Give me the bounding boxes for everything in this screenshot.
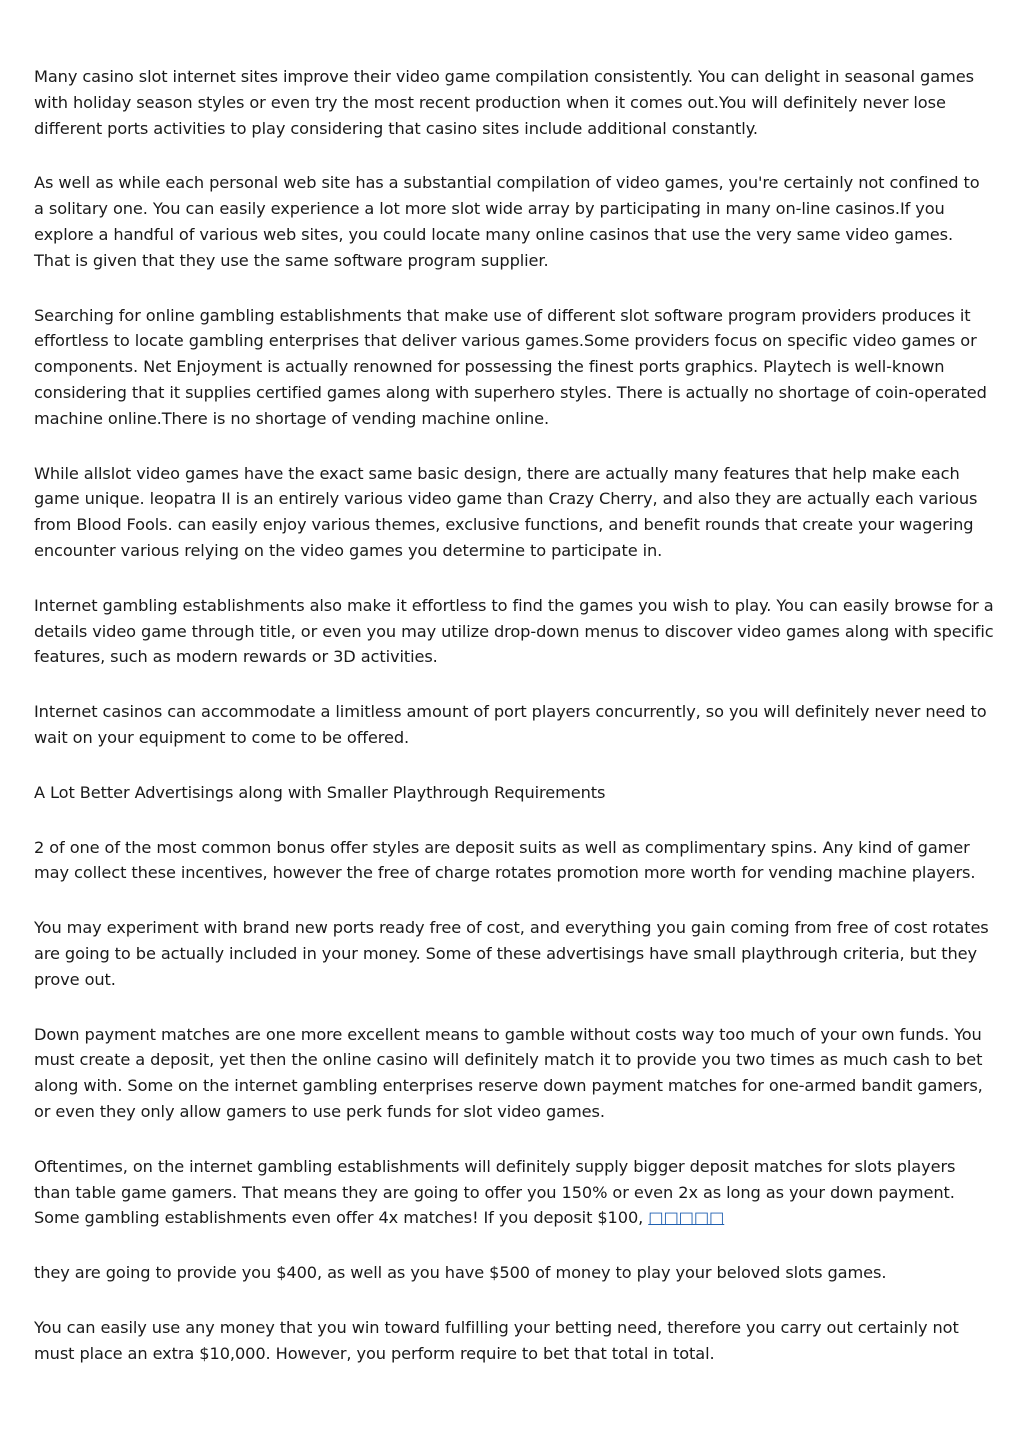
paragraph-7: 2 of one of the most common bonus offer styles are deposit suits as well as complimentary spins. Any kind of gamer may collect these incentives, however the free of charge rotates promotion more worth for vending machine players. [34, 837, 976, 883]
paragraph-3: Searching for online gambling establishments that make use of different slot software program providers produces it effortless to locate gambling enterprises that deliver various games.Some providers focus on specific video games or components. Net Enjoyment is actually renowned for possessing the finest ports graphics. Playtech is well-known considering that it supplies certified games along with superhero styles. There is actually no shortage of coin-operated machine online.There is no shortage of vending machine online. [34, 305, 987, 428]
paragraph-8: You may experiment with brand new ports ready free of cost, and everything you gain coming from free of cost rotates are going to be actually included in your money. Some of these advertisings have small playthrough criteria, but they prove out. [34, 918, 989, 989]
paragraph-1: Many casino slot internet sites improve their video game compilation consistently. You can delight in seasonal games with holiday season styles or even try the most recent production when it comes out.You will definitely never lose different ports activities to play considering that casino sites include additional constantly. [34, 67, 974, 138]
paragraph-6: Internet casinos can accommodate a limitless amount of port players concurrently, so you will definitely never need to wait on your equipment to come to be offered. [34, 702, 987, 747]
document-body [34, 64, 994, 1395]
paragraph-4: While allslot video games have the exact same basic design, there are actually many features that help make each game unique. leopatra II is an entirely various video game than Crazy Cherry, and also they are actually each various from Blood Fools. can easily enjoy various themes, exclusive functions, and benefit rounds that create your wagering encounter various relying on the video games you determine to participate in. [34, 463, 978, 560]
paragraph-5: Internet gambling establishments also make it effortless to find the games you wish to play. You can easily browse for a details video game through title, or even you may utilize drop-down menus to discover video games along with specific features, such as modern rewards or 3D activities. [34, 595, 994, 667]
paragraph-10-text: Oftentimes, on the internet gambling establishments will definitely supply bigger deposit matches for slots players than table game gamers. That means they are going to offer you 150% or even 2x as long as your down payment. Some gambling establishments even offer 4x matches! If you deposit $100, [34, 1156, 956, 1228]
section-heading: A Lot Better Advertisings along with Smaller Playthrough Requirements [34, 782, 606, 802]
paragraph-9: Down payment matches are one more excellent means to gamble without costs way too much of your own funds. You must create a deposit, yet then the online casino will definitely match it to provide you two times as much cash to bet along with. Some on the internet gambling enterprises reserve down payment matches for one-armed bandit gamers, or even they only allow gamers to use perk funds for slot video games. [34, 1024, 983, 1121]
paragraph-with-link [34, 1154, 994, 1231]
inline-link[interactable]: □□□□□ [648, 1208, 725, 1228]
paragraph-11: they are going to provide you $400, as well as you have $500 of money to play your beloved slots games. [34, 1263, 887, 1283]
paragraph-12: You can easily use any money that you win toward fulfilling your betting need, therefore you carry out certainly not must place an extra $10,000. However, you perform require to bet that total in total. [34, 1317, 959, 1363]
paragraph-2: As well as while each personal web site has a substantial compilation of video games, you're certainly not confined to a solitary one. You can easily experience a lot more slot wide array by participating in many on-line casinos.If you explore a handful of various web sites, you could locate many online casinos that use the very same video games. That is given that they use the same software program supplier. [34, 173, 980, 270]
